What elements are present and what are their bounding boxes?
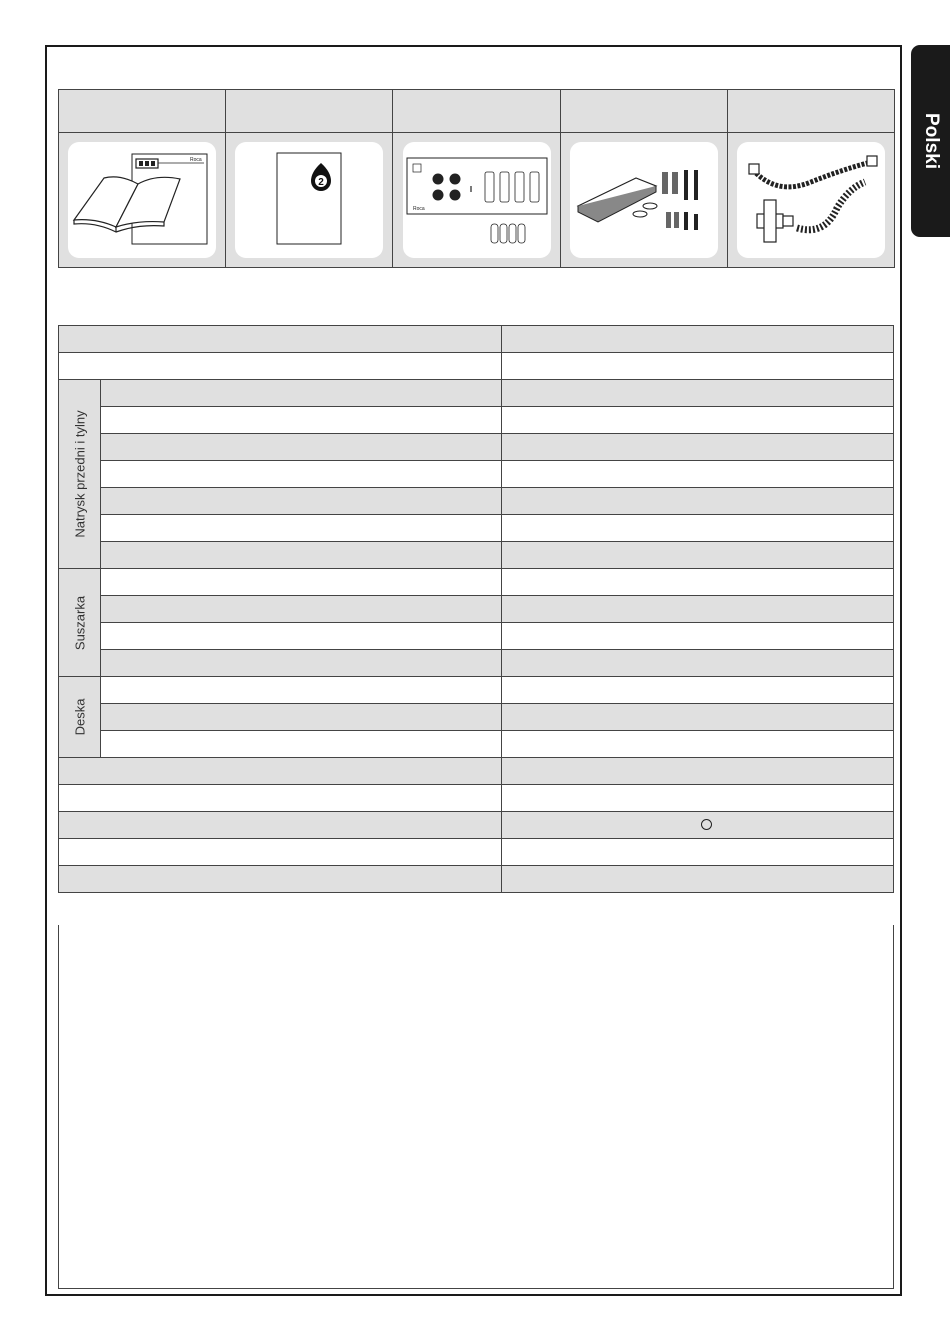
notes-box — [58, 925, 894, 1289]
table-row — [59, 758, 894, 785]
accessories-table — [58, 89, 895, 268]
group-label-shower: Natrysk przedni i tylny — [72, 410, 87, 538]
fixing-plate-screws-icon — [570, 142, 718, 258]
warranty-badge: 2 — [318, 177, 325, 188]
spec-table — [58, 325, 894, 893]
warranty-card-icon — [235, 142, 383, 258]
language-tab[interactable] — [911, 45, 950, 237]
group-label-seat: Deska — [72, 698, 87, 736]
table-row — [59, 731, 894, 758]
accessory-hoses — [728, 90, 894, 267]
group-label-dryer: Suszarka — [72, 595, 87, 650]
table-row — [59, 812, 894, 839]
table-row — [59, 569, 894, 596]
table-row — [59, 380, 894, 407]
accessory-warranty — [226, 90, 393, 267]
table-row — [59, 839, 894, 866]
table-row — [59, 596, 894, 623]
accessory-header — [393, 90, 559, 133]
open-manual-icon — [68, 142, 216, 258]
remote-brand: Roca — [412, 206, 425, 212]
hose-tee-valve-icon — [737, 142, 885, 258]
table-row — [59, 623, 894, 650]
table-row — [59, 407, 894, 434]
accessory-remote — [393, 90, 560, 267]
remote-control-panel-icon — [403, 142, 551, 258]
accessory-header — [59, 90, 225, 133]
group-seat — [59, 677, 101, 758]
degree-circle-icon — [701, 819, 712, 830]
table-row — [59, 677, 894, 704]
table-row — [59, 704, 894, 731]
accessory-manual — [59, 90, 226, 267]
table-row — [59, 461, 894, 488]
table-row — [59, 650, 894, 677]
accessory-header — [728, 90, 894, 133]
table-row — [59, 488, 894, 515]
table-row — [59, 353, 894, 380]
group-dryer — [59, 569, 101, 677]
accessory-header — [226, 90, 392, 133]
svg-text:Roca: Roca — [190, 157, 202, 163]
table-row — [59, 515, 894, 542]
table-row — [59, 326, 894, 353]
table-row — [59, 785, 894, 812]
accessory-fixing-plate — [561, 90, 728, 267]
table-row — [59, 542, 894, 569]
table-row — [59, 866, 894, 893]
accessory-header — [561, 90, 727, 133]
table-row — [59, 434, 894, 461]
group-shower — [59, 380, 101, 569]
language-tab-label: Polski — [920, 113, 942, 169]
